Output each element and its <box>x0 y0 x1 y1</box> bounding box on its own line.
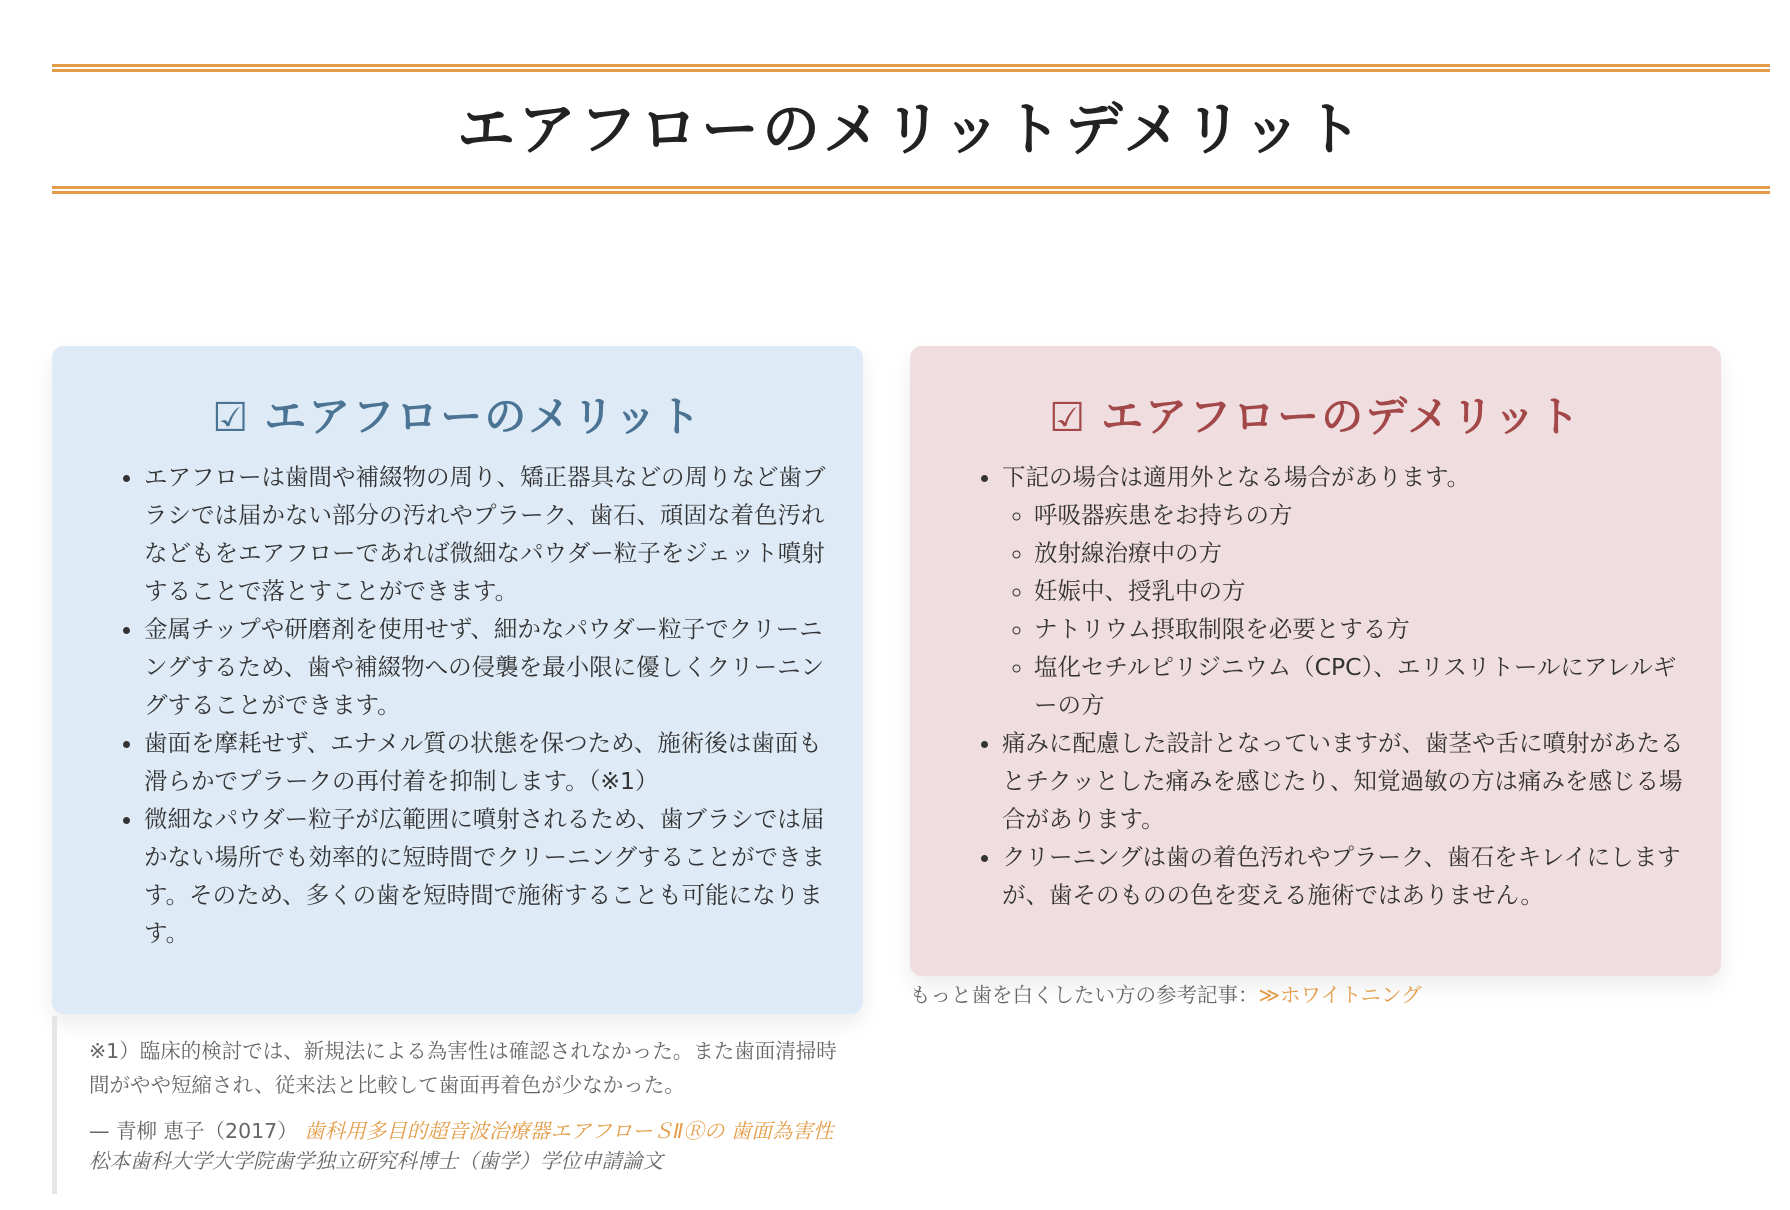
section-heading <box>52 64 1770 194</box>
whitening-link[interactable]: ≫ホワイトニング <box>1258 983 1422 1007</box>
merit-card <box>52 346 863 1014</box>
citation-quote <box>52 1016 852 1194</box>
list-item <box>1002 458 1691 724</box>
list-item-intro: 下記の場合は適用外となる場合があります。 <box>1002 463 1471 491</box>
demerit-list <box>972 458 1691 914</box>
quote-text: ※1）臨床的検討では、新規法による為害性は確認されなかった。また歯面清掃時間がやや短縮され、従来法と比較して歯面再着色が少なかった。 <box>89 1039 837 1097</box>
merit-title <box>52 384 863 444</box>
merit-list <box>114 458 833 952</box>
list-item: • 歯面を摩耗せず、エナメル質の状態を保つため、施術後は歯面も滑らかでプラークの再付着を抑制します。（※1） <box>144 724 833 800</box>
list-item: • クリーニングは歯の着色汚れやプラーク、歯石をキレイにしますが、歯そのものの色を変える施術ではありません。 <box>1002 838 1691 914</box>
sub-list-item: ◦ 放射線治療中の方 <box>1034 534 1691 572</box>
demerit-title <box>910 384 1721 444</box>
heading-bottom-rule <box>52 186 1770 194</box>
list-item: • 痛みに配慮した設計となっていますが、歯茎や舌に噴射があたるとチクッとした痛みを感じたり、知覚過敏の方は痛みを感じる場合があります。 <box>1002 724 1691 838</box>
page-title: エアフローのメリットデメリット <box>456 95 1366 163</box>
sub-list-item: ◦ ナトリウム摂取制限を必要とする方 <box>1034 610 1691 648</box>
demerit-title-text: エアフローのデメリット <box>1101 392 1582 441</box>
sub-list <box>1002 496 1691 724</box>
checkbox-icon: ☑ <box>1049 395 1088 441</box>
paper-link[interactable]: 歯科用多目的超音波治療器エアフローＳⅡⓇの 歯面為害性 <box>304 1119 834 1143</box>
quote-citation <box>89 1116 852 1176</box>
heading-top-rule <box>52 64 1770 72</box>
list-item: • 金属チップや研磨剤を使用せず、細かなパウダー粒子でクリーニングするため、歯や補綴物への侵襲を最小限に優しくクリーニングすることができます。 <box>144 610 833 724</box>
reference-label: もっと歯を白くしたい方の参考記事： <box>910 983 1259 1007</box>
sub-list-item: ◦ 妊娠中、授乳中の方 <box>1034 572 1691 610</box>
reference-line <box>910 978 1422 1008</box>
sub-list-item: ◦ 塩化セチルピリジニウム（CPC）、エリスリトールにアレルギーの方 <box>1034 648 1691 724</box>
checkbox-icon: ☑ <box>212 395 251 441</box>
merit-title-text: エアフローのメリット <box>264 392 703 441</box>
sub-list-item: ◦ 呼吸器疾患をお持ちの方 <box>1034 496 1691 534</box>
list-item: • エアフローは歯間や補綴物の周り、矯正器具などの周りなど歯ブラシでは届かない部分の汚れやプラーク、歯石、頑固な着色汚れなどもをエアフローであれば微細なパウダー粒子をジェット噴射することで落とすことができます。 <box>144 458 833 610</box>
quote-author: — 青柳 恵子（2017） <box>89 1119 298 1143</box>
quote-source: 松本歯科大学大学院歯学独立研究科博士（歯学）学位申請論文 <box>89 1149 663 1173</box>
demerit-card <box>910 346 1721 976</box>
list-item: • 微細なパウダー粒子が広範囲に噴射されるため、歯ブラシでは届かない場所でも効率的に短時間でクリーニングすることができます。そのため、多くの歯を短時間で施術することも可能になります。 <box>144 800 833 952</box>
